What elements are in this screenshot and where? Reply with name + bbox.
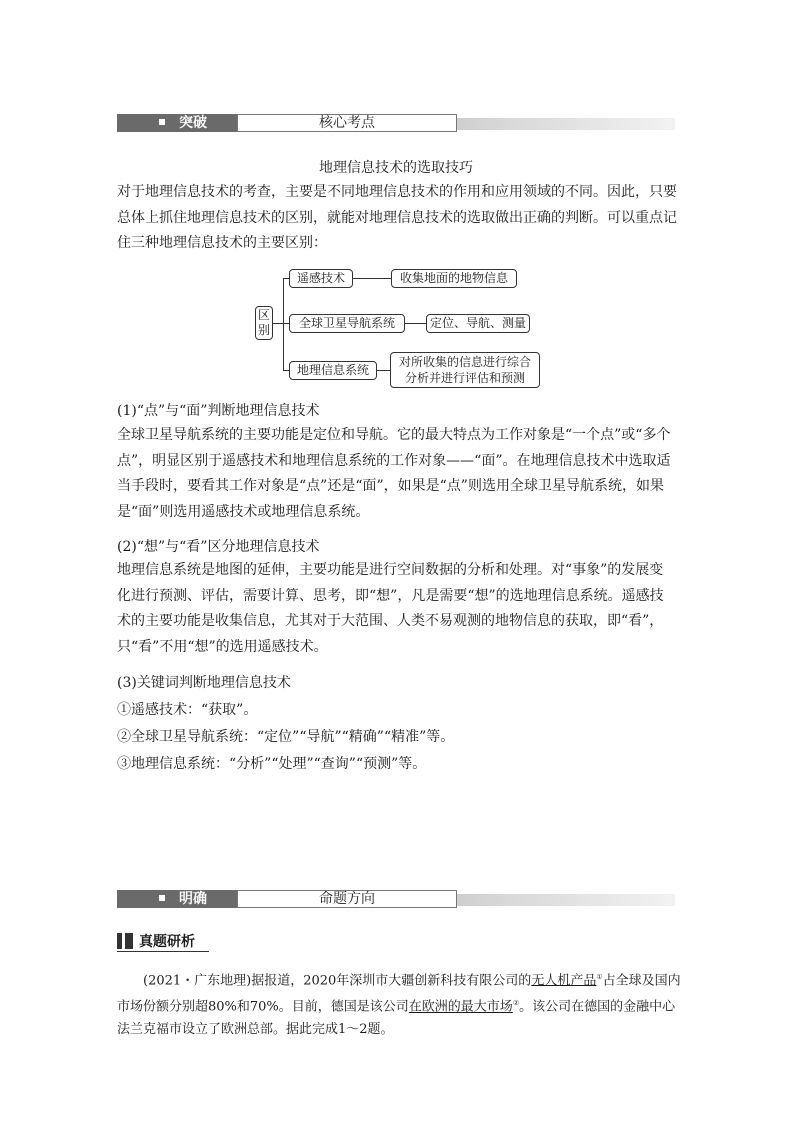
diagram-tech-gis: 地理信息系统: [289, 361, 377, 380]
question-text-b: 占全球及国内市场份额分别超80%和70%。目前，德国是该公司: [117, 973, 681, 1015]
diagram-desc-remote-sensing: 收集地面的地物信息: [391, 269, 517, 288]
question-text-c: 。该公司在德国的金融中心法兰克福市设立了欧洲总部。据此完成1～2题。: [117, 999, 676, 1037]
diagram-desc-gis-line-1: 对所收集的信息进行综合: [398, 355, 531, 369]
keyword-2: ②全球卫星导航系统：“定位”“导航”“精确”“精准”等。: [117, 729, 455, 745]
bar-label-dark-text: 突破: [179, 115, 207, 131]
bar-label-light: 核心考点: [237, 114, 457, 132]
keyword-1: ①遥感技术：“获取”。: [117, 702, 258, 718]
diagram-desc-gis: [390, 352, 540, 388]
heading-3: (3)关键词判断地理信息技术: [117, 675, 291, 691]
tag-block: [125, 933, 133, 949]
heading-1: (1)“点”与“面”判断地理信息技术: [117, 403, 320, 419]
diagram-desc-gnss: 定位、导航、测量: [426, 314, 530, 333]
diagram-tech-gnss: 全球卫星导航系统: [289, 314, 405, 333]
keyword-3: ③地理信息系统：“分析”“处理”“查询”“预测”等。: [117, 756, 427, 772]
underlined-phrase-1: 无人机产品: [531, 973, 597, 989]
bar-label-dark-text: 明确: [179, 891, 207, 907]
heading-2: (2)“想”与“看”区分地理信息技术: [117, 539, 320, 555]
bar-label-dark: [117, 114, 237, 132]
underlined-phrase-2: 在欧洲的最大市场: [408, 999, 513, 1015]
tag-underline: [117, 951, 209, 952]
section-bar-breakthrough: [117, 114, 675, 132]
paragraph-2: 地理信息系统是地图的延伸，主要功能是进行空间数据的分析和处理。对“事象”的发展变化进行预测、评估，需要计算、思考，即“想”，凡是需要“想”的选地理信息系统。遥感技术的主要功能是收集信息，尤其对于大范围、人类不易观测的地物信息的获取，即“看”，只“看”不用“想”的选用遥感技术。: [117, 562, 664, 655]
question-text-a: (2021・广东地理)据报道，2020年深圳市大疆创新科技有限公司的: [143, 973, 532, 989]
square-icon: [159, 119, 165, 125]
diagram-desc-gis-line-2: 分析并进行评估和预测: [404, 371, 525, 385]
diagram-tech-remote-sensing: 遥感技术: [289, 269, 353, 288]
diagram-root-char-1: 区: [257, 308, 270, 322]
tag-block: [117, 933, 122, 949]
diagram-root-char-2: 别: [257, 323, 270, 337]
annotation-mark-2: ②: [512, 999, 520, 1008]
section-bar-clarify: [117, 890, 675, 908]
square-icon: [159, 895, 165, 901]
annotation-mark-1: ①: [596, 973, 603, 981]
connector: [273, 323, 283, 324]
bar-label-dark: [117, 890, 237, 908]
page-title: 地理信息技术的选取技巧: [319, 160, 473, 176]
tag-label: 真题研析: [139, 934, 195, 950]
question-paragraph: [117, 966, 683, 1041]
connector: [377, 370, 390, 371]
bar-label-light: 命题方向: [237, 890, 457, 908]
diagram-root-box: [255, 306, 273, 340]
connector: [283, 278, 284, 370]
intro-paragraph: 对于地理信息技术的考查，主要是不同地理信息技术的作用和应用领域的不同。因此，只要总体上抓住地理信息技术的区别，就能对地理信息技术的选取做出正确的判断。可以重点记住三种地理信息技术的主要区别：: [117, 184, 677, 251]
paragraph-1: 全球卫星导航系统的主要功能是定位和导航。它的最大特点为工作对象是“一个点”或“多个点”，明显区别于遥感技术和地理信息系统的工作对象——“面”。在地理信息技术中选取适当手段时，要看其工作对象是“点”还是“面”，如果是“点”则选用全球卫星导航系统，如果是“面”则选用遥感技术或地理信息系统。: [117, 427, 671, 520]
connector: [353, 278, 391, 279]
connector: [405, 323, 426, 324]
